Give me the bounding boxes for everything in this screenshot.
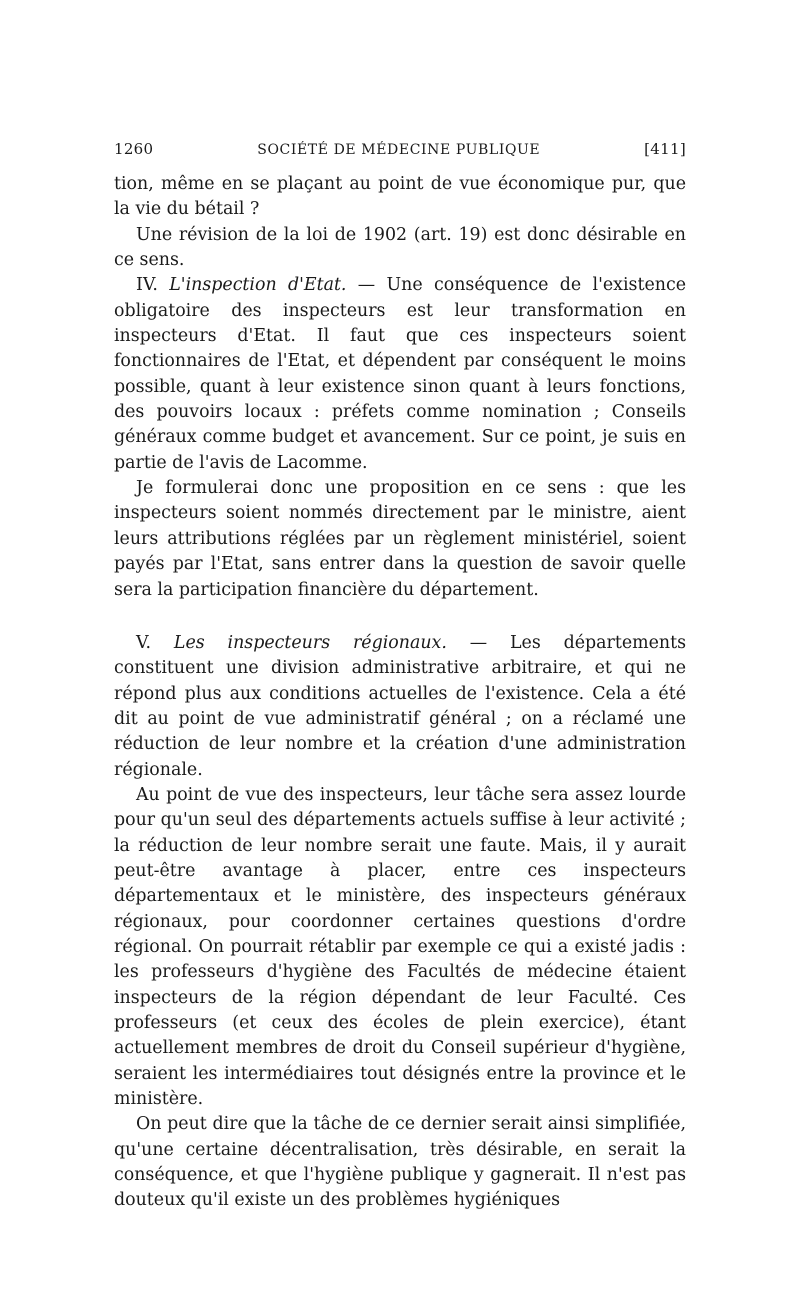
section-title: Les inspecteurs régionaux. [173,632,447,653]
paragraph: Au point de vue des inspecteurs, leur tâche sera assez lourde pour qu'un seul des départements actuels suffise à leur activité ; la réduction de leur nombre serait une faute. Mais, il y aurait peut-être avantage à placer, entre ces inspecteurs départementaux et le ministère, des inspecteurs généraux régionaux, pour coordonner certaines questions d'ordre régional. On pourrait rétablir par exemple ce qui a existé jadis : les professeurs d'hygiène des Facultés de médecine étaient inspecteurs de la région dépendant de leur Faculté. Ces professeurs (et ceux des écoles de plein exercice), étant actuellement membres de droit du Conseil supérieur d'hygiène, seraient les intermédiaires tout désignés entre la province et le ministère. [114,784,686,1110]
section-number: IV. [136,275,170,296]
paragraph: Une révision de la loi de 1902 (art. 19) est donc désirable en ce sens. [114,224,686,271]
running-title: SOCIÉTÉ DE MÉDECINE PUBLIQUE [257,142,541,158]
section-gap [114,603,686,631]
bracket-number: [411] [644,140,686,158]
paragraph: On peut dire que la tâche de ce dernier serait ainsi simplifiée, qu'une certaine décentralisation, très désirable, en serait la conséquence, et que l'hygiène publique y gagnerait. Il n'est pas douteux qu'il existe un des problèmes hygiéniques [114,1114,686,1211]
paragraph: Je formulerai donc une proposition en ce sens : que les inspecteurs soient nommés directement par le ministre, aient leurs attributions réglées par un règlement ministériel, soient payés par l'Etat, sans entrer dans la question de savoir quelle sera la participation financière du département. [114,478,686,600]
section-number: V. [136,632,174,653]
running-head [114,140,686,158]
body-text [114,172,686,1214]
document-page [114,140,686,1214]
section-iv-paragraph [114,273,686,476]
section-v-paragraph [114,631,686,783]
section-text: — Une conséquence de l'existence obligatoire des inspecteurs est leur transformation en inspecteurs d'Etat. Il faut que ces inspecteurs soient fonctionnaires de l'Etat, et dépendent par conséquent le moins possible, quant à leur existence sinon quant à leurs fonctions, des pouvoirs locaux : préfets comme nomination ; Conseils généraux comme budget et avancement. Sur ce point, je suis en partie de l'avis de Lacomme. [114,275,686,473]
section-title: L'inspection d'Etat. [169,275,347,296]
page-number: 1260 [114,140,154,158]
paragraph-continuation: tion, même en se plaçant au point de vue économique pur, que la vie du bétail ? [114,174,686,220]
section-text: — Les départements constituent une division administrative arbitraire, et qui ne répond plus aux conditions actuelles de l'existence. Cela a été dit au point de vue administratif général ; on a réclamé une réduction de leur nombre et la création d'une administration régionale. [114,632,687,780]
